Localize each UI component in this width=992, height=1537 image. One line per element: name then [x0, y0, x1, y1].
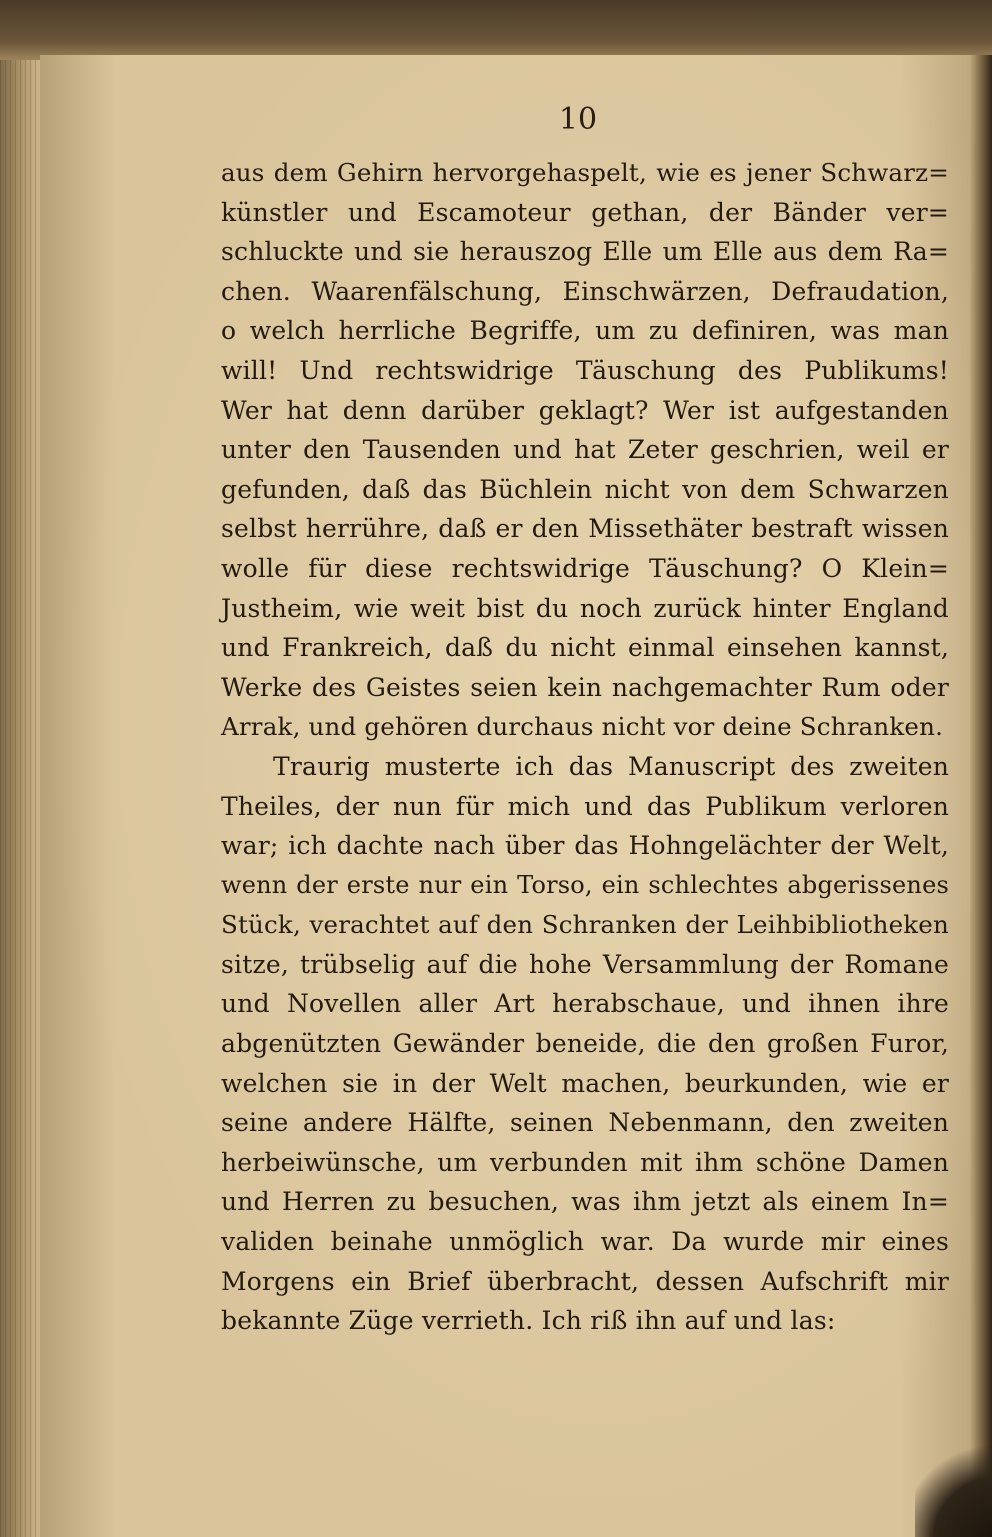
- text-line: wenn der erste nur ein Torso, ein schlechtes abgerissenes: [221, 870, 949, 899]
- text-line: und Herren zu besuchen, was ihm jetzt als einem In=: [221, 1187, 949, 1217]
- text-line: Arrak, und gehören durchaus nicht vor deine Schranken.: [221, 712, 944, 742]
- body-text: [221, 153, 949, 1341]
- text-line: welchen sie in der Welt machen, beurkunden, wie er: [221, 1068, 949, 1098]
- text-line: wolle für diese rechtswidrige Täuschung? O Klein=: [221, 553, 949, 583]
- paragraph-start-line: Traurig musterte ich das Manuscript des zweiten: [273, 751, 949, 781]
- text-line: o welch herrliche Begriffe, um zu definiren, was man: [221, 316, 949, 346]
- text-line: Theiles, der nun für mich und das Publikum verloren: [221, 791, 949, 821]
- page-right-edge: [970, 55, 992, 1537]
- page-number: 10: [558, 102, 598, 137]
- text-line: will! Und rechtswidrige Täuschung des Publikums!: [221, 355, 949, 385]
- text-line: herbeiwünsche, um verbunden mit ihm schöne Damen: [221, 1147, 949, 1177]
- text-line: seine andere Hälfte, seinen Nebenmann, den zweiten: [221, 1108, 949, 1138]
- text-line: bekannte Züge verrieth. Ich riß ihn auf und las:: [221, 1306, 836, 1336]
- text-line: validen beinahe unmöglich war. Da wurde mir eines: [221, 1227, 949, 1257]
- text-line: künstler und Escamoteur gethan, der Bänder ver=: [221, 197, 949, 227]
- scan-corner-shadow: [915, 1430, 992, 1537]
- text-line: Justheim, wie weit bist du noch zurück hinter England: [221, 593, 949, 623]
- text-line: und Frankreich, daß du nicht einmal einsehen kannst,: [221, 633, 949, 663]
- text-line: und Novellen aller Art herabschaue, und ihnen ihre: [221, 989, 949, 1019]
- text-line: gefunden, daß das Büchlein nicht von dem Schwarzen: [221, 474, 949, 504]
- text-line: Morgens ein Brief überbracht, dessen Aufschrift mir: [221, 1266, 949, 1296]
- text-line: schluckte und sie herauszog Elle um Elle aus dem Ra=: [221, 237, 949, 267]
- scan-top-edge: [0, 0, 992, 60]
- text-line: abgenützten Gewänder beneide, die den großen Furor,: [221, 1029, 949, 1059]
- text-line: Wer hat denn darüber geklagt? Wer ist aufgestanden: [221, 395, 949, 425]
- text-line: selbst herrühre, daß er den Missethäter bestraft wissen: [221, 514, 949, 544]
- text-line: war; ich dachte nach über das Hohngelächter der Welt,: [221, 831, 949, 861]
- text-line: Werke des Geistes seien kein nachgemachter Rum oder: [221, 672, 949, 702]
- text-line: sitze, trübselig auf die hohe Versammlung der Romane: [221, 949, 949, 979]
- text-line: chen. Waarenfälschung, Einschwärzen, Defraudation,: [221, 276, 949, 306]
- text-line: unter den Tausenden und hat Zeter geschrien, weil er: [221, 435, 949, 465]
- text-line: Stück, verachtet auf den Schranken der Leihbibliotheken: [221, 910, 949, 940]
- text-line: aus dem Gehirn hervorgehaspelt, wie es jener Schwarz=: [221, 158, 949, 187]
